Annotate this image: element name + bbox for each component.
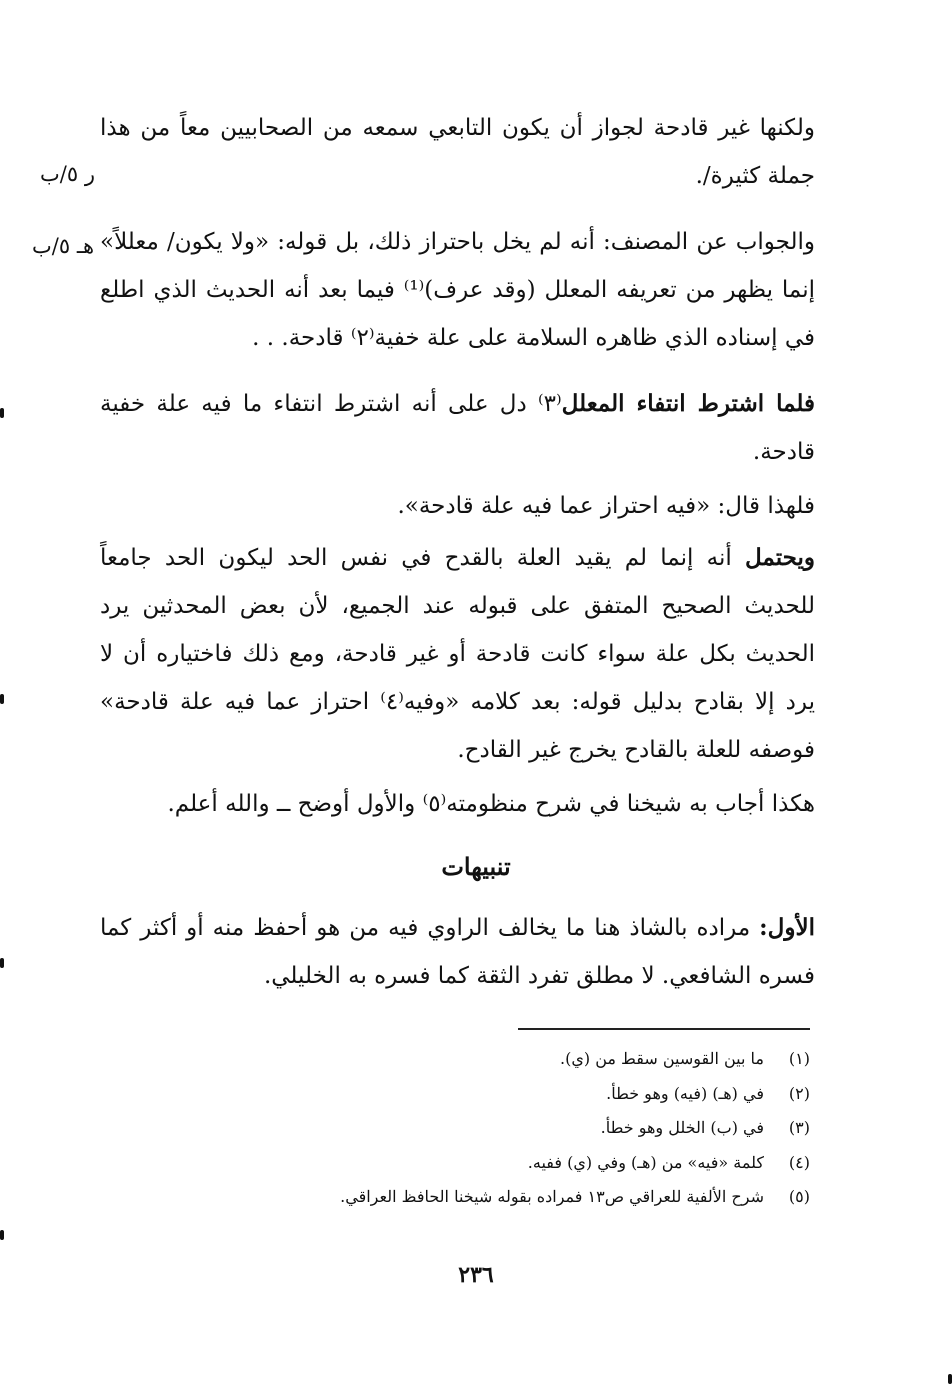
page-number: ٢٣٦ [458,1262,494,1288]
scan-edge-mark [0,694,4,704]
paragraph-5-lead: ويحتمل [744,544,815,571]
footnote-item [200,1042,810,1077]
scan-edge-mark [948,1374,952,1384]
footnote-number: (٥) [788,1187,810,1206]
footnote-item [200,1146,810,1181]
paragraph-1 [100,104,815,200]
section-paragraph-1-lead: الأول: [759,914,815,941]
paragraph-3 [100,380,815,476]
scan-edge-mark [0,1230,4,1240]
footnote-text: ما بين القوسين سقط من (ي). [560,1049,764,1068]
footnote-separator [518,1028,810,1030]
paragraph-5-rest: أنه إنما لم يقيد العلة بالقدح في نفس الحد ليكون الحد جامعاً للحديث الصحيح المتفق على قبوله عند الجميع، لأن بعض المحدثين يرد الحديث بكل علة سواء كانت قادحة أو غير قادحة، ومع ذلك فاختياره أن لا يرد إلا بقادح بدليل قوله: بعد كلامه «وفيه⁽٤⁾ احتراز عما فيه علة قادحة» فوصفه للعلة بالقادح يخرج غير القادح. [100,545,815,763]
section-paragraph-1-text [100,904,815,1000]
footnote-item [200,1180,810,1215]
footnote-number: (٣) [788,1118,810,1137]
footnote-number: (١) [788,1049,810,1068]
paragraph-3-text [100,380,815,476]
footnote-number: (٤) [788,1152,810,1172]
paragraph-2 [100,218,815,362]
margin-note-manuscript-r: ر ٥/ب [40,162,95,186]
paragraph-4-text: فلهذا قال: «فيه احتراز عما فيه علة قادحة». [397,493,815,519]
footnotes [200,1042,810,1215]
paragraph-6-text: هكذا أجاب به شيخنا في شرح منظومته⁽٥⁾ والأول أوضح ــ والله أعلم. [167,791,815,817]
section-paragraph-1-rest: مراده بالشاذ هنا ما يخالف الراوي فيه من هو أحفظ منه أو أكثر كما فسره الشافعي. لا مطلق تفرد الثقة كما فسره به الخليلي. [100,915,815,989]
paragraph-4 [100,482,815,530]
paragraph-2-text: والجواب عن المصنف: أنه لم يخل باحتراز ذلك، بل قوله: «ولا يكون/ معللاً» إنما يظهر من تعريفه المعلل (وقد عرف)⁽¹⁾ فيما بعد أنه الحديث الذي اطلع في إسناده الذي ظاهره السلامة على علة خفية⁽٢⁾ قادحة. . . [100,229,815,351]
footnote-item [200,1111,810,1146]
footnote-text: في (ب) الخلل وهو خطأ. [600,1118,764,1137]
paragraph-1-text: ولكنها غير قادحة لجواز أن يكون التابعي سمعه من الصحابيين معاً من هذا جملة كثيرة/. [100,115,815,189]
paragraph-3-rest: ⁽٣⁾ دل على أنه اشترط انتفاء ما فيه علة خفية قادحة. [100,391,815,465]
scan-edge-mark [0,958,4,968]
footnote-text: شرح الألفية للعراقي ص١٣ فمراده بقوله شيخنا الحافظ العراقي. [340,1187,764,1206]
margin-note-manuscript-h: هـ ٥/ب [32,234,95,258]
paragraph-5-text [100,534,815,774]
scan-edge-mark [0,408,4,418]
section-heading: تنبيهات [441,852,511,881]
footnote-number: (٢) [788,1083,810,1103]
section-paragraph-1 [100,904,815,1000]
footnote-item [200,1077,810,1112]
paragraph-6 [100,780,815,828]
paragraph-5 [100,534,815,774]
footnote-text: في (هـ) (فيه) وهو خطأ. [606,1083,764,1103]
footnote-text: كلمة «فيه» من (هـ) وفي (ي) ففيه. [527,1152,764,1172]
paragraph-3-lead: فلما اشترط انتفاء المعلل [561,390,816,417]
